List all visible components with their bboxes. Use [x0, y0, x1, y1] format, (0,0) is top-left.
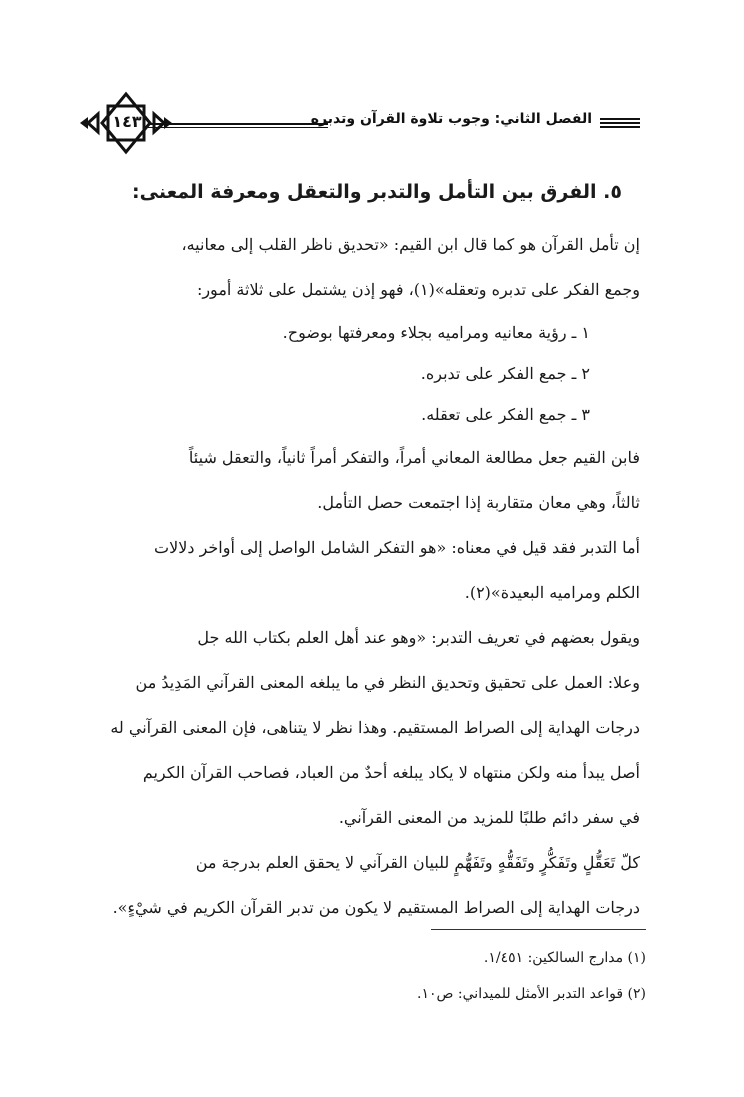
paragraph-line: في سفر دائم طلبًا للمزيد من المعنى القرآني. — [338, 808, 640, 827]
paragraph-line: فابن القيم جعل مطالعة المعاني أمراً، والتفكر أمراً ثانياً، والتعقل شيئاً — [188, 448, 640, 467]
header-rule-thin — [148, 127, 328, 128]
chapter-title: الفصل الثاني: وجوب تلاوة القرآن وتدبره — [310, 111, 592, 127]
list-item: ٣ ـ جمع الفكر على تعقله. — [421, 405, 590, 424]
header-rule — [148, 123, 328, 125]
paragraph-line: ثالثاً، وهي معان متقاربة إذا اجتمعت حصل التأمل. — [317, 493, 640, 512]
paragraph-line: درجات الهداية إلى الصراط المستقيم لا يكون من تدبر القرآن الكريم في شيْءٍ». — [112, 898, 640, 917]
footnote-separator — [431, 929, 646, 930]
paragraph-line: كلّ تَعَقُّلٍ وتَفَكُّرٍ وتَفَقُّهٍ وتَفَهُّمٍ للبيان القرآني لا يحقق العلم بدرجة من — [195, 853, 640, 872]
section-heading: ٥. الفرق بين التأمل والتدبر والتعقل ومعرفة المعنى: — [132, 181, 622, 203]
footnotes — [146, 940, 646, 1012]
paragraph-line: أصل يبدأ منه ولكن منتهاه لا يكاد يبلغه أحدٌ من العباد، فصاحب القرآن الكريم — [142, 763, 640, 782]
header-decorative-lines — [600, 118, 640, 130]
paragraph-line: وعلا: العمل على تحقيق وتحديق النظر في ما يبلغه المعنى القرآني المَدِيدُ من — [135, 673, 640, 692]
paragraph-line: درجات الهداية إلى الصراط المستقيم. وهذا نظر لا يتناهى، فإن المعنى القرآني له — [110, 718, 640, 737]
paragraph-line: أما التدبر فقد قيل في معناه: «هو التفكر الشامل الواصل إلى أواخر دلالات — [154, 538, 640, 557]
page-body — [80, 174, 640, 930]
paragraph-line: وجمع الفكر على تدبره وتعقله»(١)، فهو إذن يشتمل على ثلاثة أمور: — [196, 280, 640, 299]
page-header — [78, 88, 640, 158]
paragraph-line: ويقول بعضهم في تعريف التدبر: «وهو عند أهل العلم بكتاب الله جل — [197, 628, 640, 647]
footnote: (١) مدارج السالكين: ١/٤٥١. — [483, 950, 646, 966]
paragraph-line: الكلم ومراميه البعيدة»(٢). — [464, 583, 640, 602]
footnote: (٢) قواعد التدبر الأمثل للميداني: ص١٠. — [417, 986, 646, 1002]
paragraph-line: إن تأمل القرآن هو كما قال ابن القيم: «تحديق ناظر القلب إلى معانيه، — [181, 235, 640, 254]
list-item: ٢ ـ جمع الفكر على تدبره. — [420, 364, 590, 383]
list-item: ١ ـ رؤية معانيه ومراميه بجلاء ومعرفتها بوضوح. — [282, 323, 590, 342]
page-number: ١٤٣ — [112, 112, 142, 131]
